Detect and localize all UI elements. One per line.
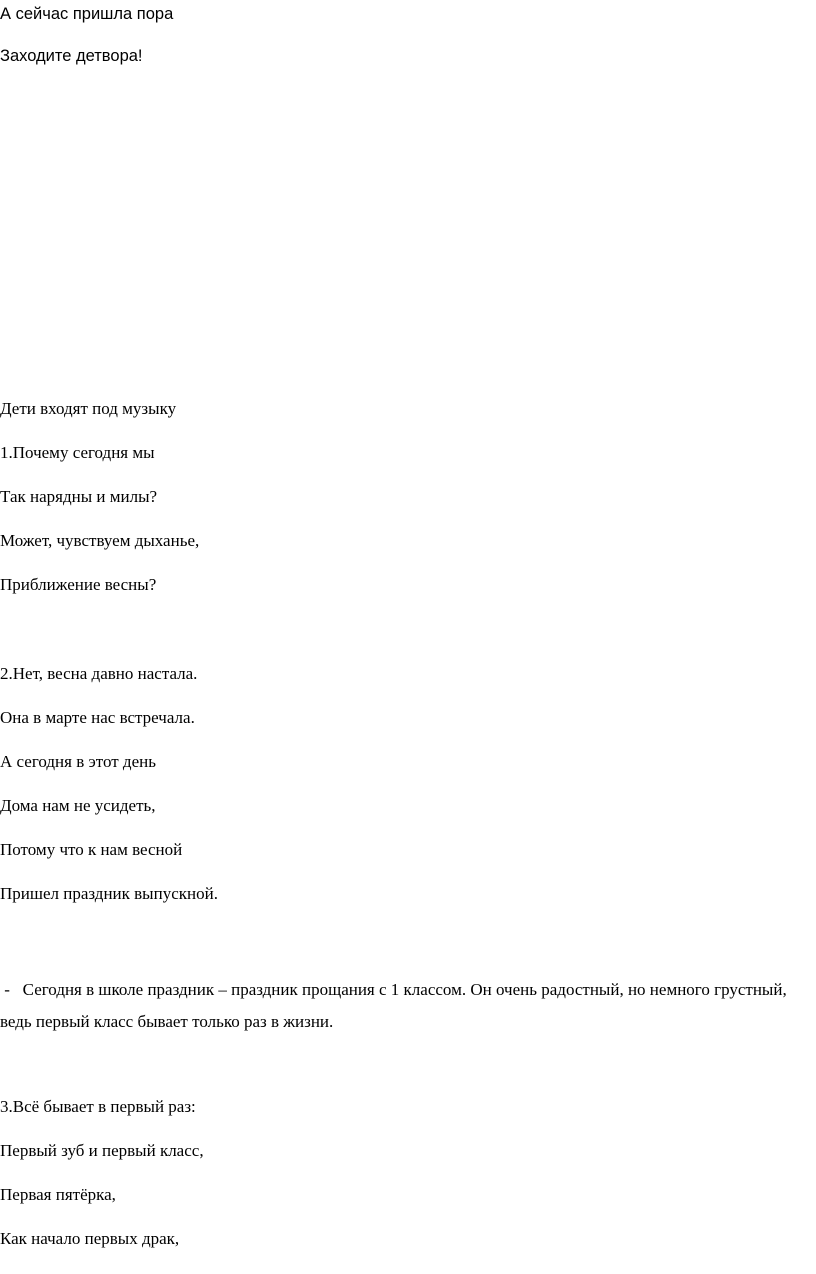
verse-2-line-4: Дома нам не усидеть, — [0, 796, 156, 815]
verse-2-line-6: Пришел праздник выпускной. — [0, 884, 218, 903]
verse-3-line-1: 3.Всё бывает в первый раз: — [0, 1097, 196, 1116]
verse-1-line-1: 1.Почему сегодня мы — [0, 443, 155, 462]
stage-direction: Дети входят под музыку — [0, 399, 177, 418]
intro-line-2: Заходите детвора! — [0, 47, 143, 65]
verse-2-line-1: 2.Нет, весна давно настала. — [0, 664, 198, 683]
verse-3-line-4: Как начало первых драк, — [0, 1229, 180, 1248]
verse-2-line-2: Она в марте нас встречала. — [0, 708, 195, 727]
intro-line-1: А сейчас пришла пора — [0, 5, 174, 23]
verse-3-line-3: Первая пятёрка, — [0, 1185, 116, 1204]
verse-1-line-2: Так нарядны и милы? — [0, 487, 158, 506]
verse-3-line-2: Первый зуб и первый класс, — [0, 1141, 204, 1160]
verse-2-line-3: А сегодня в этот день — [0, 752, 156, 771]
verse-1-line-3: Может, чувствуем дыханье, — [0, 531, 200, 550]
announcement-paragraph: - Сегодня в школе праздник – праздник прощания с 1 классом. Он очень радостный, но немного грустный, ведь первый класс бывает только раз в жизни. — [0, 980, 791, 1031]
verse-1-line-4: Приближение весны? — [0, 575, 157, 594]
verse-2-line-5: Потому что к нам весной — [0, 840, 183, 859]
